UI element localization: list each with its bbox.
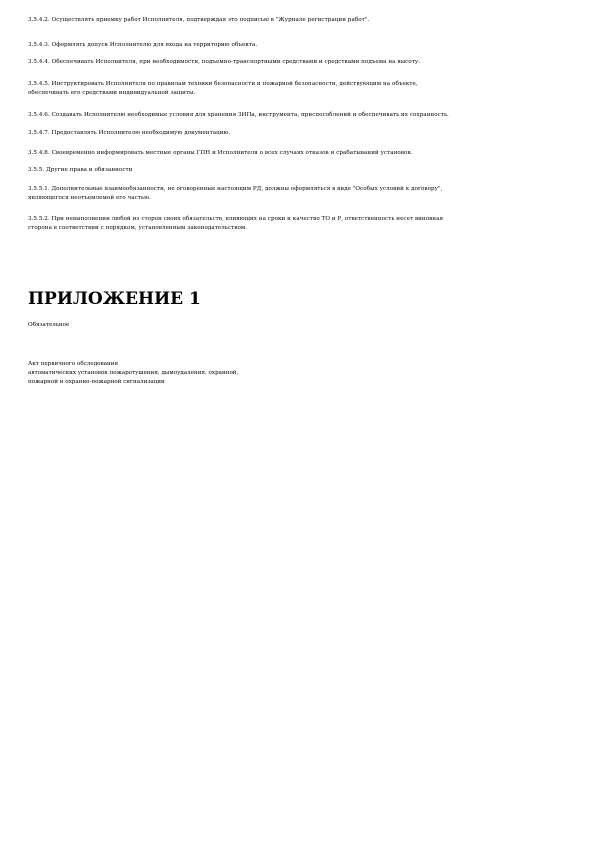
- clause-text-line-2: сторона в соответствии с порядком, установленным законодательством.: [28, 225, 248, 231]
- clause-3-5-4-7: [28, 129, 558, 138]
- clause-3-5-5-2: [28, 215, 558, 233]
- clause-3-5-5-1: [28, 185, 558, 203]
- act-title-line-2: автоматических установок пожаротушения, дымоудаления, охранной,: [28, 370, 239, 376]
- clause-text: 3.5.4.4. Обеспечивать Исполнителя, при необходимости, подъемно-транспортными средствами и средствами подъема на высоту.: [28, 59, 421, 65]
- section-3-5-5-heading: [28, 166, 558, 175]
- clause-text-line-2: обеспечивать его средствами индивидуальной защиты.: [28, 90, 196, 96]
- section-text: 3.5.5. Другие права и обязанности: [28, 167, 133, 173]
- clause-text-line-1: 3.5.4.5. Инструктировать Исполнителя по правилам техники безопасности и пожарной безопасности, действующим на объекте,: [28, 81, 418, 87]
- act-title-line-1: Акт первичного обследования: [28, 361, 118, 367]
- clause-3-5-4-4: [28, 58, 558, 67]
- appendix-status: Обязательное: [28, 322, 70, 328]
- clause-text-line-1: 3.5.5.2. При невыполнении любой из сторон своих обязательств, влияющих на сроки и качество ТО и Р, ответственность несет виновная: [28, 216, 444, 222]
- clause-3-5-4-2: [28, 16, 558, 25]
- clause-text: 3.5.4.8. Своевременно информировать местные органы ГПН и Исполнителя о всех случаях отказов и срабатываний установок.: [28, 150, 413, 156]
- act-title: [28, 360, 238, 387]
- clause-text: 3.5.4.7. Предоставлять Исполнителю необходимую документацию.: [28, 130, 231, 136]
- clause-text: 3.5.4.6. Создавать Исполнителю необходимые условия для хранения ЗИПа, инструмента, приспособлений и обеспечивать их сохранность.: [28, 112, 449, 118]
- clause-3-5-4-3: [28, 41, 558, 50]
- appendix-title: ПРИЛОЖЕНИЕ 1: [28, 289, 201, 309]
- clause-3-5-4-8: [28, 149, 558, 158]
- clause-text-line-1: 3.5.5.1. Дополнительные взаимообязанности, не оговоренные настоящим РД, должны оформляться в виде "Особых условий к договору",: [28, 186, 443, 192]
- act-title-line-3: пожарной и охранно-пожарной сигнализации: [28, 379, 165, 385]
- clause-text: 3.5.4.3. Оформлять допуск Исполнителю для входа на территорию объекта.: [28, 42, 258, 48]
- clause-text-line-2: являющегося неотъемлемой его частью.: [28, 195, 151, 201]
- clause-text: 3.5.4.2. Осуществлять приемку работ Исполнителя, подтверждая это подписью в "Журнале регистрации работ".: [28, 17, 370, 23]
- clause-3-5-4-6: [28, 111, 558, 120]
- clause-3-5-4-5: [28, 80, 558, 98]
